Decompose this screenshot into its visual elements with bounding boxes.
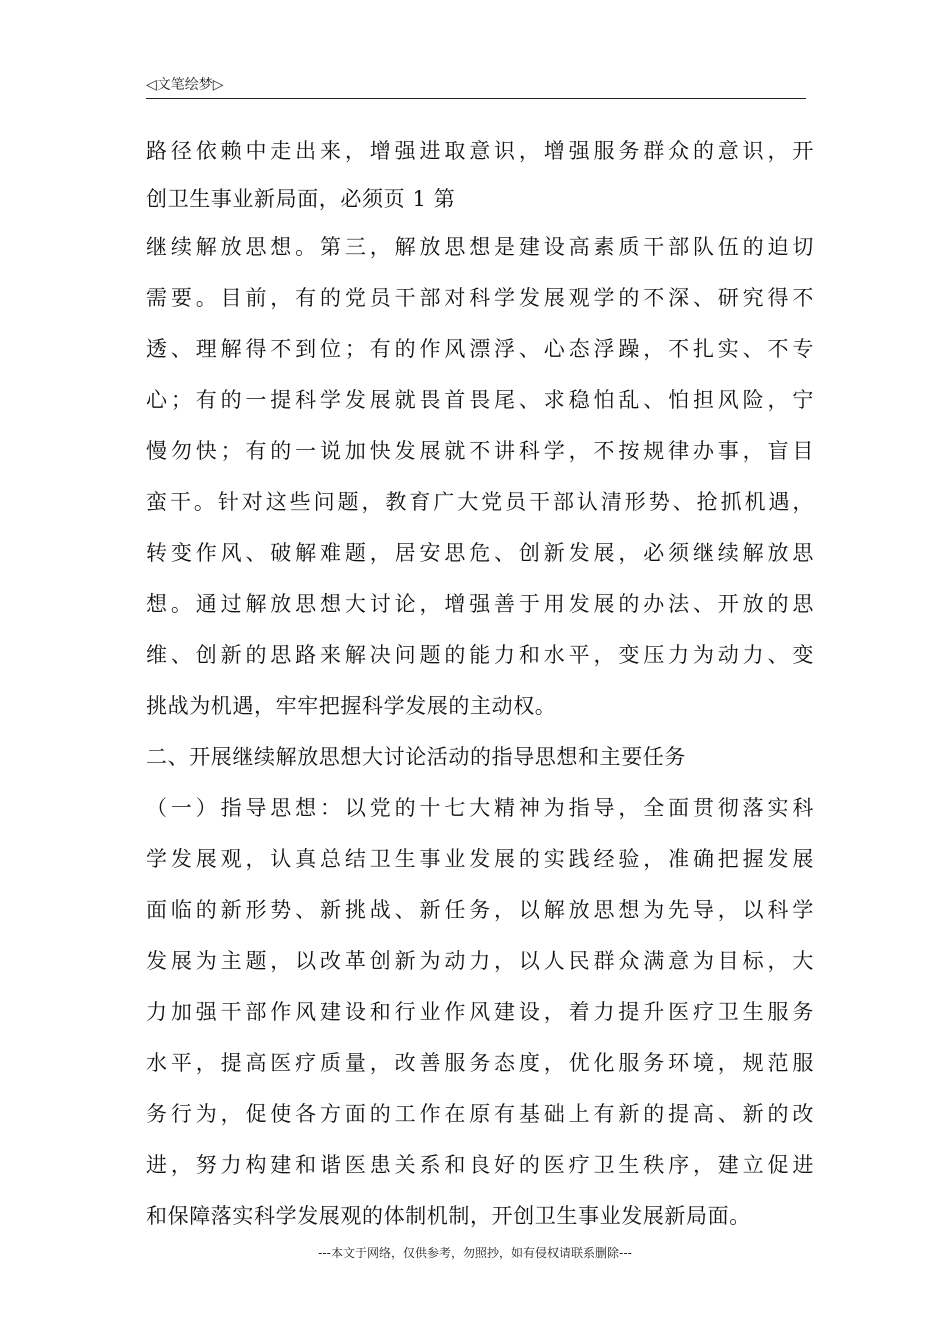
- text-line: 务行为，促使各方面的工作在原有基础上有新的提高、新的改: [146, 1102, 814, 1126]
- text-line: 挑战为机遇，牢牢把握科学发展的主动权。: [146, 694, 557, 718]
- text-line: 维、创新的思路来解决问题的能力和水平，变压力为动力、变: [146, 643, 814, 667]
- section-heading: 二、开展继续解放思想大讨论活动的指导思想和主要任务: [146, 745, 686, 769]
- text-line: 面临的新形势、新挑战、新任务，以解放思想为先导，以科学: [146, 898, 814, 922]
- text-line: 学发展观，认真总结卫生事业发展的实践经验，准确把握发展: [146, 847, 814, 871]
- text-line: 进，努力构建和谐医患关系和良好的医疗卫生秩序，建立促进: [146, 1153, 814, 1177]
- text-line: 心；有的一提科学发展就畏首畏尾、求稳怕乱、怕担风险，宁: [146, 388, 814, 412]
- text-line: 继续解放思想。第三，解放思想是建设高素质干部队伍的迫切: [146, 235, 814, 259]
- text-line: （一）指导思想：以党的十七大精神为指导，全面贯彻落实科: [146, 796, 814, 820]
- text-line: 和保障落实科学发展观的体制机制，开创卫生事业发展新局面。: [146, 1204, 751, 1228]
- text-line: 透、理解得不到位；有的作风漂浮、心态浮躁，不扎实、不专: [146, 337, 814, 361]
- text-line: 发展为主题，以改革创新为动力，以人民群众满意为目标，大: [146, 949, 814, 973]
- text-line: 力加强干部作风建设和行业作风建设，着力提升医疗卫生服务: [146, 1000, 814, 1024]
- header-title: ◁文笔绘梦▷: [146, 77, 224, 93]
- text-line: 需要。目前，有的党员干部对科学发展观学的不深、研究得不: [146, 286, 814, 310]
- text-line: 蛮干。针对这些问题，教育广大党员干部认清形势、抢抓机遇，: [146, 490, 814, 514]
- footer-disclaimer: ---本文于网络，仅供参考，勿照抄，如有侵权请联系删除---: [318, 1246, 632, 1260]
- text-line: 路径依赖中走出来，增强进取意识，增强服务群众的意识，开: [146, 139, 814, 163]
- text-line: 慢勿快；有的一说加快发展就不讲科学，不按规律办事，盲目: [146, 439, 814, 463]
- page-header: [146, 76, 806, 99]
- text-line: 转变作风、破解难题，居安思危、创新发展，必须继续解放思: [146, 541, 814, 565]
- document-body: [146, 126, 814, 1242]
- page-footer: [0, 1244, 950, 1261]
- text-line: 创卫生事业新局面，必须页 1 第: [146, 187, 456, 211]
- text-line: 水平，提高医疗质量，改善服务态度，优化服务环境，规范服: [146, 1051, 814, 1075]
- text-line: 想。通过解放思想大讨论，增强善于用发展的办法、开放的思: [146, 592, 814, 616]
